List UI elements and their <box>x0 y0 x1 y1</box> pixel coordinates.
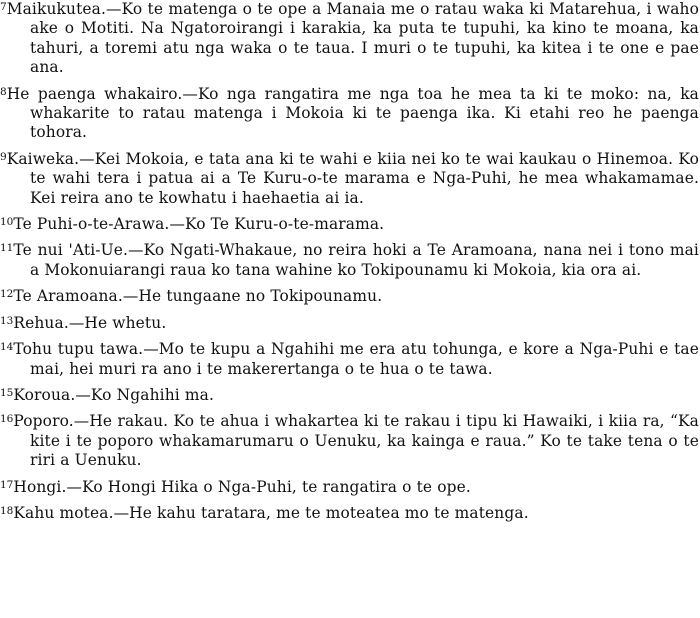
spacer <box>0 78 699 85</box>
note-heading: Maikukutea. <box>6 0 107 18</box>
note-number: 7 <box>0 1 7 13</box>
note-number: 10 <box>0 216 14 229</box>
note-number: 18 <box>0 504 14 517</box>
note-10 <box>0 215 699 234</box>
spacer <box>0 208 699 215</box>
note-heading: Kaiweka. <box>6 149 80 168</box>
note-text: —Ko nga rangatira me nga toa he mea ta ki te moko: na, ka whakarite to ratau matenga i Mokoia ki te paenga ika. Ki etahi reo he paenga tohora. <box>30 84 700 142</box>
note-text: —He tungaane no Tokipounamu. <box>122 287 383 306</box>
note-heading: Kahu motea. <box>13 503 114 522</box>
note-number: 13 <box>0 314 14 327</box>
spacer <box>0 497 699 504</box>
note-text: —Ko Hongi Hika o Nga-Puhi, te rangatira o te ope. <box>66 477 471 496</box>
spacer <box>0 405 699 412</box>
note-heading: Hongi. <box>13 477 67 496</box>
note-text: —Ko Ngahihi ma. <box>75 385 214 404</box>
spacer <box>0 471 699 478</box>
note-text: —Kei Mokoia, e tata ana ki te wahi e kiia nei ko te wai kaukau o Hinemoa. Ko te wahi tera i patua ai a Te Kuru-o-te marama e Nga-Puhi, he mea whakamamae. Kei reira ano te kowhatu i haehaetia ai ia. <box>30 149 699 207</box>
note-number: 17 <box>0 478 14 491</box>
note-heading: Te Puhi-o-te-Arawa. <box>13 215 170 234</box>
note-heading: Te Aramoana. <box>13 287 123 306</box>
note-15 <box>0 386 699 405</box>
note-heading: Tohu tupu tawa. <box>13 340 144 359</box>
note-heading: Rehua. <box>13 313 69 332</box>
spacer <box>0 333 699 340</box>
note-9 <box>0 150 699 208</box>
note-number: 8 <box>0 85 7 98</box>
note-text: —Ko Ngati-Whakaue, no reira hoki a Te Aramoana, nana nei i tono mai a Mokonuiarangi raua ko tana wahine ko Tokipounamu ki Mokoia, kia ora ai. <box>30 241 699 279</box>
note-text: —He whetu. <box>68 313 167 332</box>
note-number: 14 <box>0 341 14 354</box>
note-number: 16 <box>0 413 14 426</box>
note-heading: He paenga whakairo. <box>6 84 183 103</box>
note-11 <box>0 241 699 280</box>
spacer <box>0 307 699 314</box>
note-18 <box>0 504 699 523</box>
spacer <box>0 379 699 386</box>
note-number: 12 <box>0 288 14 301</box>
note-heading: Te nui 'Ati-Ue. <box>13 241 129 260</box>
note-text: —Mo te kupu a Ngahihi me era atu tohunga, e kore a Nga-Puhi e tae mai, hei muri ra ano i te makerertanga o te hua o te tawa. <box>30 340 699 378</box>
spacer <box>0 280 699 287</box>
note-number: 11 <box>0 242 14 255</box>
note-text: —Ko Te Kuru-o-te-marama. <box>169 215 385 234</box>
note-heading: Poporo. <box>13 412 74 431</box>
note-16 <box>0 412 699 470</box>
note-heading: Koroua. <box>13 385 76 404</box>
note-number: 15 <box>0 386 14 399</box>
note-12 <box>0 287 699 306</box>
note-13 <box>0 314 699 333</box>
spacer <box>0 234 699 241</box>
note-text: —Ko te matenga o te ope a Manaia me o ratau waka ki Matarehua, i waho ake o Motiti. Na Ngatoroirangi i karakia, ka puta te tupuhi, ka kino te moana, ka tahuri, a toremi atu nga waka o te taua. I muri o te tupuhi, ka kitea i te one e pae ana. <box>30 0 699 77</box>
note-text: —He rakau. Ko te ahua i whakartea ki te rakau i tipu ki Hawaiki, i kiia ra, “Ka kite i te poporo whakamarumaru o Uenuku, ka kainga e raua.” Ko te take tena o te riri a Uenuku. <box>30 412 699 470</box>
note-14 <box>0 340 699 379</box>
note-number: 9 <box>0 150 7 163</box>
note-8 <box>0 85 699 143</box>
note-17 <box>0 478 699 497</box>
note-7 <box>0 0 699 78</box>
spacer <box>0 143 699 150</box>
note-text: —He kahu taratara, me te moteatea mo te matenga. <box>113 503 529 522</box>
